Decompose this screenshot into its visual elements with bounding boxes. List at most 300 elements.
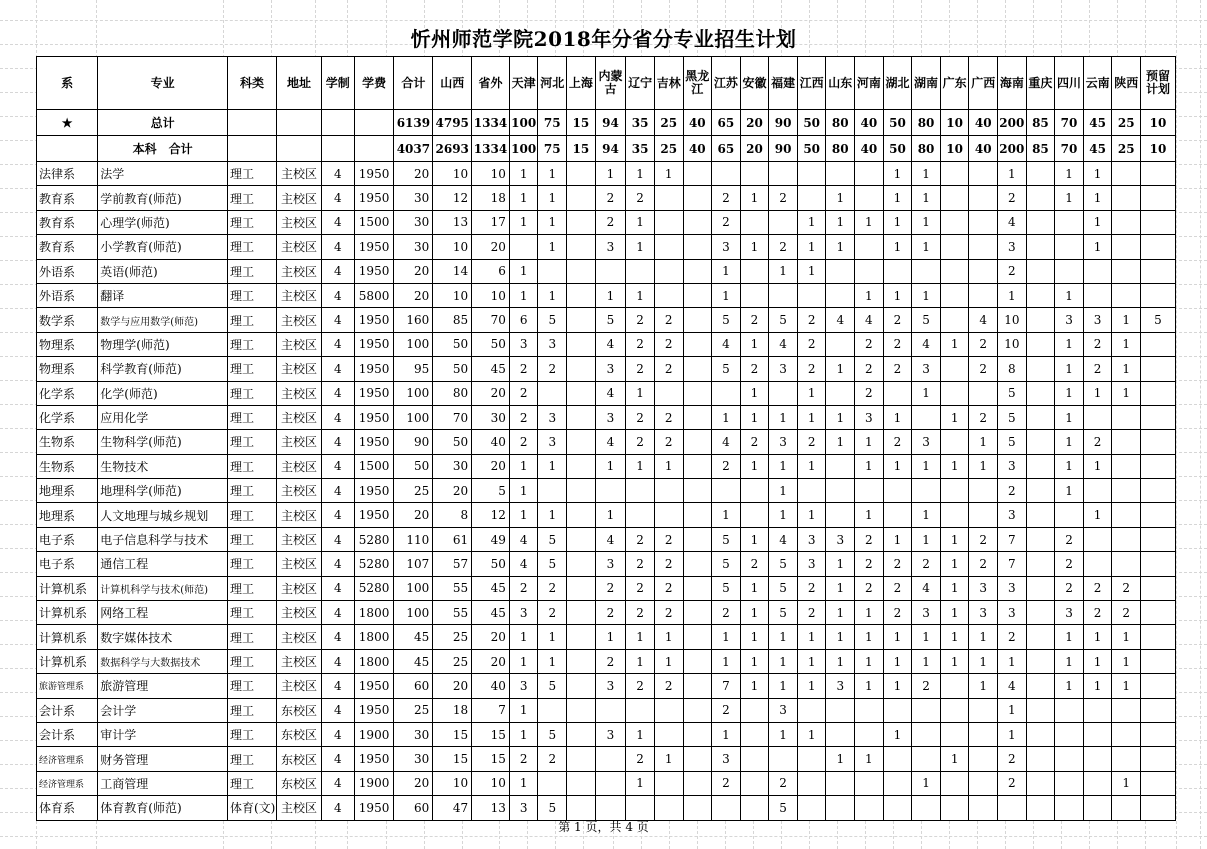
duration-cell: 4	[321, 552, 354, 576]
province-cell	[855, 235, 884, 259]
province-cell: 1	[1055, 381, 1084, 405]
province-cell: 1	[1083, 381, 1112, 405]
province-cell: 2	[797, 430, 826, 454]
header-province: 江苏	[712, 57, 741, 110]
province-cell	[509, 235, 538, 259]
province-cell	[1141, 527, 1176, 551]
province-cell: 1	[969, 625, 998, 649]
total-cell: 100	[394, 405, 433, 429]
province-cell	[1112, 235, 1141, 259]
province-cell	[712, 381, 741, 405]
table-row	[37, 186, 1176, 210]
province-cell: 4	[769, 332, 798, 356]
province-cell	[1112, 722, 1141, 746]
province-cell: 1	[740, 405, 769, 429]
province-cell: 1	[912, 454, 941, 478]
major-cell: 生物科学(师范)	[98, 430, 228, 454]
province-cell: 1	[654, 747, 683, 771]
header-province: 重庆	[1026, 57, 1055, 110]
total-cell: 60	[394, 796, 433, 820]
province-cell: 1	[969, 454, 998, 478]
province-cell	[826, 381, 855, 405]
province-cell: 4	[509, 527, 538, 551]
province-cell	[1026, 698, 1055, 722]
category-cell: 理工	[228, 771, 277, 795]
province-cell: 2	[998, 771, 1027, 795]
outside-cell: 45	[472, 576, 510, 600]
province-cell	[567, 405, 596, 429]
major-cell: 财务管理	[98, 747, 228, 771]
province-cell: 2	[626, 186, 655, 210]
province-cell: 2	[538, 601, 567, 625]
page-title: 忻州师范学院2018年分省分专业招生计划	[410, 27, 797, 51]
duration-cell: 4	[321, 796, 354, 820]
province-cell	[826, 162, 855, 186]
total-cell: 100	[394, 576, 433, 600]
grand-total-province: 20	[740, 110, 769, 136]
province-cell: 1	[740, 332, 769, 356]
province-cell: 1	[509, 259, 538, 283]
province-cell: 2	[740, 430, 769, 454]
province-cell	[1141, 625, 1176, 649]
undergrad-total-sum: 4037	[394, 136, 433, 162]
province-cell	[1112, 796, 1141, 820]
province-cell: 1	[940, 747, 969, 771]
shanxi-cell: 12	[433, 186, 472, 210]
province-cell	[969, 186, 998, 210]
grand-total-empty	[321, 110, 354, 136]
outside-cell: 10	[472, 771, 510, 795]
shanxi-cell: 13	[433, 210, 472, 234]
total-cell: 45	[394, 649, 433, 673]
province-cell	[1112, 259, 1141, 283]
province-cell: 3	[826, 527, 855, 551]
major-cell: 应用化学	[98, 405, 228, 429]
province-cell	[683, 747, 712, 771]
tuition-cell: 1950	[354, 747, 394, 771]
province-cell: 2	[969, 357, 998, 381]
province-cell	[740, 796, 769, 820]
shanxi-cell: 61	[433, 527, 472, 551]
outside-cell: 20	[472, 381, 510, 405]
province-cell	[1141, 235, 1176, 259]
province-cell	[855, 698, 884, 722]
enrollment-plan-table	[36, 56, 1176, 821]
province-cell: 2	[509, 381, 538, 405]
province-cell: 1	[883, 405, 912, 429]
province-cell: 5	[712, 552, 741, 576]
province-cell: 1	[769, 503, 798, 527]
province-cell: 2	[654, 332, 683, 356]
province-cell	[1112, 552, 1141, 576]
province-cell	[654, 235, 683, 259]
province-cell	[1026, 405, 1055, 429]
province-cell: 2	[626, 674, 655, 698]
province-cell	[567, 430, 596, 454]
province-cell	[1083, 552, 1112, 576]
province-cell	[683, 210, 712, 234]
province-cell: 4	[855, 308, 884, 332]
province-cell	[797, 796, 826, 820]
province-cell	[683, 674, 712, 698]
province-cell: 1	[912, 381, 941, 405]
province-cell	[969, 210, 998, 234]
province-cell: 1	[855, 210, 884, 234]
province-cell: 2	[654, 357, 683, 381]
province-cell	[683, 430, 712, 454]
shanxi-cell: 55	[433, 576, 472, 600]
province-cell	[1026, 381, 1055, 405]
major-cell: 法学	[98, 162, 228, 186]
location-cell: 主校区	[277, 405, 322, 429]
total-cell: 160	[394, 308, 433, 332]
province-cell	[567, 552, 596, 576]
province-cell: 7	[998, 527, 1027, 551]
province-cell: 2	[626, 332, 655, 356]
province-cell: 4	[912, 576, 941, 600]
province-cell: 2	[855, 576, 884, 600]
province-cell: 3	[538, 332, 567, 356]
duration-cell: 4	[321, 722, 354, 746]
province-cell: 1	[595, 283, 626, 307]
grand-total-province: 90	[769, 110, 798, 136]
province-cell: 1	[1083, 625, 1112, 649]
province-cell: 2	[654, 430, 683, 454]
outside-cell: 17	[472, 210, 510, 234]
table-row	[37, 552, 1176, 576]
province-cell: 1	[826, 186, 855, 210]
province-cell: 3	[855, 405, 884, 429]
undergrad-total-province: 40	[683, 136, 712, 162]
grand-total-province: 65	[712, 110, 741, 136]
tuition-cell: 1950	[354, 308, 394, 332]
province-cell: 4	[998, 674, 1027, 698]
undergrad-total-province: 94	[595, 136, 626, 162]
province-cell	[1055, 796, 1084, 820]
province-cell: 1	[1112, 357, 1141, 381]
province-cell: 1	[769, 625, 798, 649]
shanxi-cell: 20	[433, 674, 472, 698]
category-cell: 理工	[228, 357, 277, 381]
province-cell: 1	[509, 698, 538, 722]
province-cell: 2	[626, 430, 655, 454]
category-cell: 理工	[228, 235, 277, 259]
province-cell: 1	[883, 162, 912, 186]
undergrad-total-shanxi: 2693	[433, 136, 472, 162]
tuition-cell: 1950	[354, 186, 394, 210]
province-cell	[940, 698, 969, 722]
province-cell	[1026, 576, 1055, 600]
tuition-cell: 1950	[354, 357, 394, 381]
province-cell	[1026, 601, 1055, 625]
undergrad-total-province: 40	[855, 136, 884, 162]
province-cell	[1112, 283, 1141, 307]
province-cell: 2	[883, 601, 912, 625]
province-cell: 2	[626, 357, 655, 381]
province-cell	[1055, 210, 1084, 234]
province-cell	[826, 722, 855, 746]
dept-cell: 体育系	[37, 796, 98, 820]
province-cell	[969, 235, 998, 259]
location-cell: 东校区	[277, 771, 322, 795]
province-cell: 2	[712, 771, 741, 795]
province-cell: 4	[595, 527, 626, 551]
province-cell: 2	[595, 576, 626, 600]
undergrad-total-province: 25	[1112, 136, 1141, 162]
province-cell: 1	[826, 625, 855, 649]
province-cell: 1	[509, 162, 538, 186]
province-cell: 1	[626, 625, 655, 649]
header-province: 湖北	[883, 57, 912, 110]
province-cell: 1	[1055, 283, 1084, 307]
province-cell: 1	[509, 771, 538, 795]
province-cell	[683, 601, 712, 625]
province-cell: 1	[855, 503, 884, 527]
category-cell: 理工	[228, 283, 277, 307]
province-cell	[740, 259, 769, 283]
tuition-cell: 1900	[354, 722, 394, 746]
major-cell: 人文地理与城乡规划	[98, 503, 228, 527]
province-cell: 1	[912, 527, 941, 551]
province-cell: 2	[912, 674, 941, 698]
province-cell: 3	[912, 357, 941, 381]
undergrad-total-province: 25	[654, 136, 683, 162]
province-cell: 1	[1055, 405, 1084, 429]
province-cell: 1	[797, 625, 826, 649]
province-cell: 2	[509, 405, 538, 429]
province-cell	[595, 796, 626, 820]
tuition-cell: 1800	[354, 625, 394, 649]
province-cell: 2	[626, 405, 655, 429]
total-cell: 20	[394, 162, 433, 186]
shanxi-cell: 55	[433, 601, 472, 625]
table-row	[37, 162, 1176, 186]
province-cell: 1	[626, 162, 655, 186]
province-cell: 1	[538, 625, 567, 649]
province-cell	[1055, 259, 1084, 283]
table-row	[37, 479, 1176, 503]
province-cell	[626, 259, 655, 283]
province-cell	[855, 796, 884, 820]
dept-cell: 计算机系	[37, 625, 98, 649]
location-cell: 主校区	[277, 332, 322, 356]
province-cell	[595, 747, 626, 771]
province-cell: 2	[740, 308, 769, 332]
province-cell: 2	[626, 747, 655, 771]
province-cell	[826, 259, 855, 283]
duration-cell: 4	[321, 527, 354, 551]
major-cell: 学前教育(师范)	[98, 186, 228, 210]
province-cell: 5	[1141, 308, 1176, 332]
province-cell: 1	[1055, 162, 1084, 186]
province-cell: 1	[1055, 454, 1084, 478]
total-cell: 20	[394, 259, 433, 283]
undergrad-total-province: 45	[1083, 136, 1112, 162]
province-cell: 3	[1055, 308, 1084, 332]
total-cell: 95	[394, 357, 433, 381]
province-cell	[797, 283, 826, 307]
province-cell	[683, 162, 712, 186]
undergrad-total-row	[37, 136, 1176, 162]
province-cell	[1083, 479, 1112, 503]
province-cell	[1026, 747, 1055, 771]
category-cell: 理工	[228, 698, 277, 722]
province-cell: 1	[712, 625, 741, 649]
province-cell	[912, 698, 941, 722]
province-cell	[826, 283, 855, 307]
province-cell: 3	[595, 674, 626, 698]
province-cell	[912, 722, 941, 746]
province-cell: 2	[969, 552, 998, 576]
province-cell	[567, 771, 596, 795]
grand-total-province: 25	[1112, 110, 1141, 136]
duration-cell: 4	[321, 747, 354, 771]
province-cell: 1	[826, 430, 855, 454]
province-cell	[1141, 552, 1176, 576]
province-cell: 1	[538, 649, 567, 673]
province-cell	[567, 332, 596, 356]
province-cell: 2	[595, 649, 626, 673]
header-province: 内蒙古	[595, 57, 626, 110]
tuition-cell: 1800	[354, 601, 394, 625]
province-cell: 3	[509, 332, 538, 356]
shanxi-cell: 10	[433, 235, 472, 259]
tuition-cell: 1950	[354, 479, 394, 503]
category-cell: 理工	[228, 503, 277, 527]
province-cell	[769, 283, 798, 307]
province-cell: 2	[654, 576, 683, 600]
province-cell	[969, 503, 998, 527]
province-cell: 1	[883, 625, 912, 649]
province-cell	[654, 771, 683, 795]
dept-cell: 教育系	[37, 210, 98, 234]
province-cell: 2	[883, 576, 912, 600]
province-cell: 1	[509, 283, 538, 307]
province-cell: 1	[912, 503, 941, 527]
province-cell	[654, 210, 683, 234]
header-province: 河北	[538, 57, 567, 110]
outside-cell: 12	[472, 503, 510, 527]
province-cell: 3	[509, 674, 538, 698]
duration-cell: 4	[321, 454, 354, 478]
province-cell: 2	[595, 186, 626, 210]
location-cell: 主校区	[277, 259, 322, 283]
province-cell	[683, 576, 712, 600]
province-cell: 2	[998, 747, 1027, 771]
category-cell: 理工	[228, 210, 277, 234]
province-cell	[1141, 649, 1176, 673]
header-province: 广东	[940, 57, 969, 110]
province-cell: 2	[855, 357, 884, 381]
shanxi-cell: 15	[433, 747, 472, 771]
province-cell	[855, 259, 884, 283]
location-cell: 主校区	[277, 625, 322, 649]
province-cell	[567, 698, 596, 722]
province-cell	[883, 381, 912, 405]
province-cell	[683, 698, 712, 722]
province-cell	[912, 405, 941, 429]
province-cell	[712, 796, 741, 820]
province-cell: 1	[969, 430, 998, 454]
province-cell: 1	[740, 601, 769, 625]
undergrad-total-empty	[228, 136, 277, 162]
province-cell: 1	[1083, 454, 1112, 478]
province-cell: 2	[883, 430, 912, 454]
province-cell	[1141, 503, 1176, 527]
province-cell: 1	[826, 552, 855, 576]
province-cell	[1083, 405, 1112, 429]
tuition-cell: 1950	[354, 503, 394, 527]
major-cell: 计算机科学与技术(师范)	[98, 576, 228, 600]
province-cell	[1055, 503, 1084, 527]
province-cell: 4	[712, 332, 741, 356]
total-cell: 45	[394, 625, 433, 649]
major-cell: 地理科学(师范)	[98, 479, 228, 503]
undergrad-total-province: 75	[538, 136, 567, 162]
province-cell: 5	[998, 405, 1027, 429]
province-cell	[1026, 283, 1055, 307]
undergrad-total-province: 65	[712, 136, 741, 162]
tuition-cell: 1950	[354, 235, 394, 259]
table-row	[37, 405, 1176, 429]
province-cell	[912, 479, 941, 503]
province-cell: 2	[1055, 576, 1084, 600]
province-cell	[1026, 527, 1055, 551]
province-cell	[940, 430, 969, 454]
province-cell: 1	[712, 649, 741, 673]
province-cell	[1026, 552, 1055, 576]
province-cell: 2	[712, 698, 741, 722]
dept-cell: 生物系	[37, 430, 98, 454]
province-cell: 2	[883, 308, 912, 332]
dept-cell: 地理系	[37, 479, 98, 503]
total-cell: 30	[394, 235, 433, 259]
grand-total-sum: 6139	[394, 110, 433, 136]
province-cell	[1141, 357, 1176, 381]
province-cell: 1	[740, 186, 769, 210]
province-cell: 1	[826, 576, 855, 600]
undergrad-total-province: 10	[1141, 136, 1176, 162]
province-cell: 1	[940, 405, 969, 429]
duration-cell: 4	[321, 162, 354, 186]
province-cell: 1	[797, 235, 826, 259]
province-cell	[1141, 332, 1176, 356]
province-cell	[940, 381, 969, 405]
major-cell: 翻译	[98, 283, 228, 307]
province-cell	[912, 747, 941, 771]
undergrad-total-empty	[354, 136, 394, 162]
province-cell: 1	[883, 649, 912, 673]
province-cell: 2	[1083, 430, 1112, 454]
table-row	[37, 625, 1176, 649]
province-cell: 1	[797, 210, 826, 234]
category-cell: 理工	[228, 381, 277, 405]
province-cell: 2	[595, 601, 626, 625]
shanxi-cell: 50	[433, 332, 472, 356]
province-cell	[1026, 503, 1055, 527]
province-cell	[1112, 162, 1141, 186]
total-cell: 90	[394, 430, 433, 454]
duration-cell: 4	[321, 186, 354, 210]
major-cell: 科学教育(师范)	[98, 357, 228, 381]
location-cell: 东校区	[277, 747, 322, 771]
province-cell	[654, 503, 683, 527]
province-cell	[1141, 259, 1176, 283]
province-cell: 2	[654, 674, 683, 698]
duration-cell: 4	[321, 479, 354, 503]
province-cell	[567, 210, 596, 234]
province-cell: 4	[969, 308, 998, 332]
